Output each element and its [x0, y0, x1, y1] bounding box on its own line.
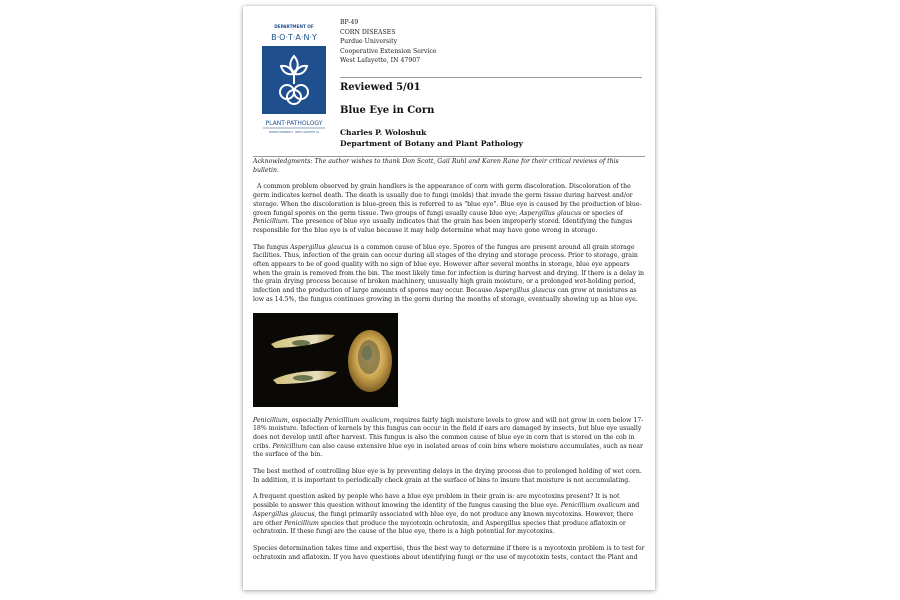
species-name: Penicillium [253, 416, 288, 424]
document-title: Blue Eye in Corn [340, 105, 435, 116]
logo-top-text: DEPARTMENT OF [274, 24, 314, 29]
species-name: Aspergillus glaucus [494, 287, 556, 295]
text-run: can also cause extensive blue eye in isolated areas of coin bins where moisture accumulates, such as near the surface of the bin. [253, 442, 643, 459]
text-run: A frequent question asked by people who have a blue eye problem in their grain is: are mycotoxins present? It is not possible to answer this question without knowing the identity of the fungus causing the blue eye. [253, 493, 620, 510]
text-run: or species of [581, 209, 623, 217]
document-body [253, 158, 645, 570]
text-run: species that produce the mycotoxin ochratoxin, and Aspergillus species that produce aflatoxin or ochratoxin. If these fungi are the cause of the blue eye, there is a high potential for mycotoxins. [253, 519, 626, 536]
text-run: and [625, 502, 640, 510]
text-run: A common problem observed by grain handlers is the appearance of corn with germ discoloration. Discoloration of the germ indicates kernel death. The death is usually due to fungi (molds) that invade the germ tissue during harvest and/or storage. When the discoloration is blue-green this is referred to as "blue eye". Blue eye is caused by the production of blue-green fungal spores on the germ tissue. Two groups of fungi usually cause blue eye; [253, 183, 642, 217]
species-name: Aspergillus glaucus [519, 209, 582, 217]
author-department: Department of Botany and Plant Pathology [340, 139, 523, 148]
paragraph-species-determination: Species determination takes time and expertise, thus the best way to determine if there is a mycotoxin problem is to test for ochratoxin and aflatoxin. If you have questions about identifying fungi or the use of mycotoxin tests, contact the Plant and [253, 544, 645, 561]
bulletin-series: CORN DISEASES [340, 28, 396, 36]
text-run: . The presence of blue eye usually indicates that the grain has been improperly stored. Identifying the fungus responsible for the blue eye is of value because it may help determine what may have gone wrong in storage. [253, 218, 633, 234]
paragraph-aspergillus [253, 244, 645, 305]
logo-botany-text: B·O·T·A·N·Y [271, 33, 317, 42]
species-name: Penicillium oxalicum [560, 502, 626, 510]
header-divider [340, 77, 642, 78]
paragraph-control: The best method of controlling blue eye is by preventing delays in the drying process due to prolonged holding of wet corn. In addition, it is important to periodically check grain at the surface of bins to insure that moisture is not accumulating. [253, 468, 642, 484]
acknowledgments: Acknowledgments: The author wishes to thank Don Scott, Gail Ruhl and Karen Rane for their critical reviews of this bulletin. [253, 158, 619, 174]
corn-kernel-photo [253, 313, 398, 407]
paragraph-mycotoxins [253, 493, 645, 537]
publication-location: West Lafayette, IN 47907 [340, 57, 421, 65]
text-run: , the fungi primarily associated with blue eye, do not produce any known mycotoxins. However, there are other [253, 510, 634, 527]
species-name: Aspergillus glaucus [290, 243, 352, 251]
text-run: , requires fairly high moisture levels to grow and will not grow in corn below 17-18% moisture. Infection of kernels by this fungus can occur in the field if ears are damaged by insects, but blue eye usually does not develop until after harvest. This fungus is also the common cause of blue eye in corn that is stored on the cob in cribs. [253, 416, 644, 450]
author-block [340, 127, 523, 149]
species-name: Penicillium [253, 218, 288, 226]
bulletin-code: BP-49 [340, 19, 359, 26]
logo-bottom-subtext: PURDUE UNIVERSITY · WEST LAFAYETTE, IN [269, 131, 319, 134]
text-run: The fungus [253, 243, 291, 251]
publication-header [340, 18, 640, 66]
reviewed-date: Reviewed 5/01 [340, 82, 421, 93]
species-name: Penicillium [272, 442, 308, 450]
text-run: , especially [287, 416, 325, 424]
extension-service: Cooperative Extension Service [340, 47, 437, 55]
author-name: Charles P. Woloshuk [340, 128, 427, 137]
paragraph-intro [253, 183, 645, 235]
text-run: is a common cause of blue eye. Spores of the fungus are present around all grain storage facilities. Thus, infection of the grain can occur during all stages of the drying and storage process. Prior to storage, grain often appears to be of good quality with no sign of blue eye. However after several months in storage, blue eye appears when the grain is removed from the bin. The most likely time for infection is during harvest and drying. If there is a delay in the grain drying process because of broken machinery, unusually high grain moisture, or a prolonged wet-holding period, infection and the production of large amounts of spores may occur. Because [253, 243, 645, 295]
paragraph-penicillium [253, 417, 645, 461]
document-page [243, 6, 655, 590]
species-name: Penicillium [284, 519, 319, 527]
text-run: can grow at moistures as low as 14.5%, the fungus continues growing in the germ during the months of storage, eventually showing up as blue eye. [253, 287, 638, 303]
title-divider [253, 156, 645, 157]
species-name: Penicillium oxalicum [324, 416, 390, 424]
university-name: Purdue University [340, 38, 398, 46]
species-name: Aspergillus glaucus [253, 510, 315, 518]
logo-bottom-text: PLANT·PATHOLOGY [265, 120, 323, 127]
department-logo [261, 22, 327, 140]
